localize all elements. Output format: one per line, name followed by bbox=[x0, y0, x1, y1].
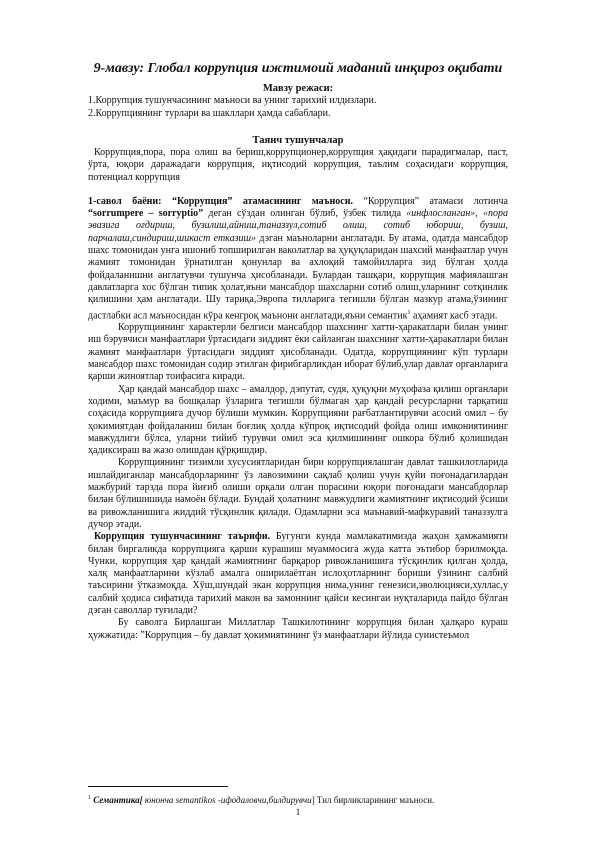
page-title: 9-мавзу: Глобал коррупция ижтимоий маданий инқироз оқибати bbox=[93, 61, 503, 76]
meanings-italic: «инфлосланган», «пора эвазига оғдириш, бузилиш,айниш,таназзул,сотиб олиш, сотиб юбориш, бузиш, парчалаш,синдириш,шикаст етказиш» bbox=[88, 208, 508, 244]
question-1-lead: 1-савол баёни: “Коррупция” атамасининг маъноси. bbox=[88, 195, 353, 207]
plan-heading: Мавзу режаси: bbox=[262, 83, 334, 94]
body-paragraph: Бу саволга Бирлашган Миллатлар Ташкилотининг коррупция билан ҳалқаро кураш ҳужжатида: ”Коррупция – бу давлат ҳокимиятининг ўз манфаатлари йўлида суиистеъмол bbox=[88, 617, 508, 641]
keywords-heading: Таянч тушунчалар bbox=[252, 135, 344, 146]
definition-paragraph bbox=[88, 531, 508, 617]
text-run: дэган маъноларни англатади. Бу атама, одатда мансабдор шахс томонидан унга ишониб топширилган ваколатлар ва ҳуқуқларидан шахсий манфаатлар учун жамият томонидан ўрнатилган қонунлар ва ахлоқий тамойилларга зид бўлган ҳолда фойдаланишни англатувчи тушунча ҳисобланади. Булардан ташқари, коррупция мафиялашган давлатларга хос бўлган типик ҳолат,яъни мансабдор шахсларни сотиб олиш,уларнинг сотқинлик қилишини ҳам англатади. Шу тариқа,Эвропа тилларига тегишли бўлган мазкур атама,ўзининг дастлабки асл маъносидан кўра кенгроқ маънони англатади,яъни семантик bbox=[88, 232, 508, 321]
footnote-italic: юнонча semantikos -ифодаловчи,билдирувчи bbox=[142, 795, 312, 805]
body-paragraph: Коррупциянинг тизимли хусусиятларидан бири коррупциялашган давлат ташкилотларида ишлайдиганлар мансабдорларнинг ўз лавозимини сақлаб қолиш учун қуйи поғонадагилардан мажбурий тарзда пора йиғиб олиши орқали олган порасини юқори поғонадаги мансабдорлар билан бўлишишида намоён бўлади. Бундай ҳолатнинг мавжудлиги жамиятнинг иқтисодий ўсиши ва ривожланишига жиддий тўсқинлик қилади. Одамларни эса маънавий-мафкуравий таназзулга дучор этади. bbox=[88, 457, 508, 530]
latin-term: “sorrumpere – sorryptio” bbox=[88, 208, 204, 220]
footnote-divider bbox=[88, 786, 228, 787]
body-paragraph: Ҳар қандай мансабдор шахс – амалдор, дэпутат, судя, ҳуқуқни муҳофаза қилиш органлари ходими, маъмур ва бошқалар ўзларига тегишли бўлмаган ҳар қандай ресурсларни тарқатиш соҳасида коррупцияга дучор бўлиши мумкин. Коррупцияни рағбатлантирувчи асосий омил – бу ҳокимиятдан фойдаланиш билан боғлиқ ҳолда кўпроқ иқтисодий фойда олиш имкониятининг мавжудлиги бўлса, уларни тийиб турувчи омил эса қилмишининг ошкора бўлиб қолишидан ҳадиксираш ва жазо олишдан қўрқишдир. bbox=[88, 383, 508, 457]
page-number: 1 bbox=[295, 808, 301, 818]
footnote-term: Семантика[ bbox=[93, 795, 143, 805]
text-run: Бугунги кунда мамлакатимизда жаҳон ҳамжамияти билан биргаликда коррупцияга қарши курашиш муаммосига жуда катта эътибор бэрилмоқда. Чунки, коррупция ҳар қандай жамиятнинг барқарор ривожланишига тўсқинлик қилган ҳолда, халқ манфаатларини кўзлаб амалга оширилаётган ислоҳотларнинг бориши ўзининг салбий таъсирини ўтказмоқда. Хўш,шундай экан коррупция нима,унинг генезиси,эволюцияси,хуллас,у салбий ҳодиса сифатида тарихий макон ва замоннинг қайси кесингаи нуқталарида пайдо бўлган дэган саволлар туғилади? bbox=[88, 531, 508, 617]
question-1-paragraph bbox=[88, 196, 508, 322]
definition-lead: Коррупция тушунчасининг таърифи. bbox=[94, 531, 271, 543]
page-body bbox=[88, 60, 508, 642]
footnote-rest: ] Тил бирликларининг маъноси. bbox=[311, 795, 435, 805]
text-run: деган сўздан олинган бўлиб, ўзбек тилида bbox=[203, 208, 407, 220]
footnote bbox=[88, 793, 508, 806]
plan-item: 1.Коррупция тушунчасининг маъноси ва унинг тарихий илдизлари. bbox=[88, 95, 377, 106]
footnote-number: 1 bbox=[88, 795, 91, 801]
body-paragraph: Коррупциянинг характерли белгиси мансабдор шахснинг хатти-ҳаракатлари билан унинг иш бэрувчиси манфаатлари ўртасидаги зиддият ёки сайланган шахснинг хатти-ҳаракатлари билан жамият манфаатлари ўртасидаги зиддият ҳисобланади. Одатда, коррупциянинг кўп турлари мансабдор шахс томонидан содир этилган фирибгарликдан иборат бўлиб,улар давлат органларига қарши жиноятлар тоифасига киради. bbox=[88, 322, 508, 383]
text-run: аҳамият касб этади. bbox=[410, 309, 498, 321]
keywords-text: Коррупция,пора, пора олиш ва бериш,коррупционер,коррупция ҳақидаги парадигмалар, паст, ўрта, юқори даражадаги коррупция, иқтисодий коррупция, таълим соҳасидаги коррупция, потенциал коррупция bbox=[88, 147, 508, 183]
text-run: “Коррупция” атамаси лотинча bbox=[352, 195, 508, 207]
plan-item: 2.Коррупциянинг турлари ва шакллари ҳамда сабаблари. bbox=[88, 107, 331, 119]
footnote-reference[interactable]: 1 bbox=[407, 309, 411, 316]
